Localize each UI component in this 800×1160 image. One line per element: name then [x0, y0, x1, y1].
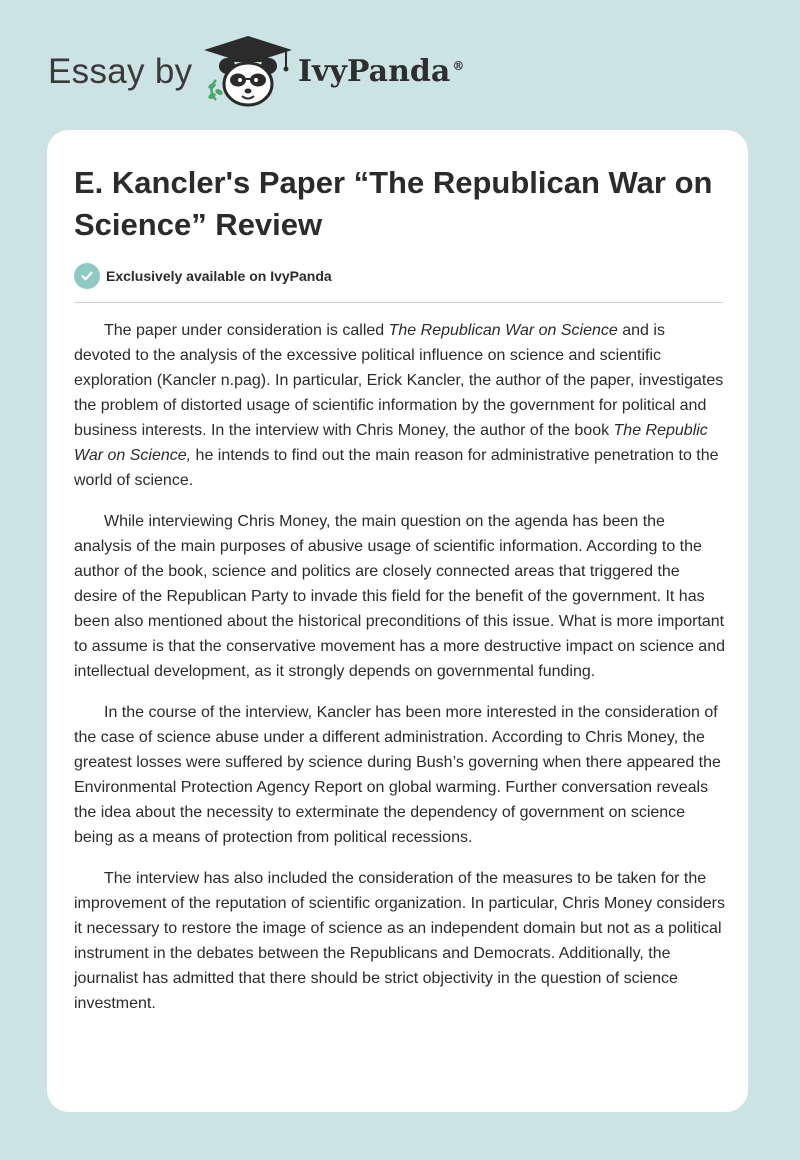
- article-card: [47, 130, 748, 1112]
- paragraph-text: While interviewing Chris Money, the main question on the agenda has been the analysis of the main purposes of abusive usage of scientific information. According to the author of the book, science and politics are closely connected areas that triggered the desire of the Republican Party to invade this field for the benefit of the government. It has been also mentioned about the historical preconditions of this issue. What is more important to assume is that the conservative movement has a more destructive impact on science and intellectual development, as it strongly depends on governmental funding.: [74, 513, 725, 680]
- registered-mark: ®: [452, 59, 465, 73]
- paragraph-text: he intends to find out the main reason for administrative penetration to the world of science.: [74, 447, 719, 489]
- brand-prefix: Essay by: [48, 52, 193, 91]
- paragraph-text: The paper under consideration is called: [104, 322, 389, 339]
- panda-graduate-icon: [202, 34, 294, 110]
- exclusive-label: Exclusively available on IvyPanda: [106, 268, 332, 284]
- article-paragraph: [74, 509, 726, 684]
- divider: [74, 302, 723, 303]
- italic-title: The Republic War on Science,: [74, 422, 708, 464]
- article-paragraph: [74, 700, 726, 850]
- paragraph-text: In the course of the interview, Kancler has been more interested in the consideration of the case of science abuse under a different administration. According to Chris Money, the greatest losses were suffered by science during Bush’s governing when there appeared the Environmental Protection Agency Report on global warming. Further conversation reveals the idea about the necessity to exterminate the dependency of government on science being as a means of protection from political recessions.: [74, 704, 721, 846]
- italic-title: The Republican War on Science: [388, 322, 618, 339]
- article-paragraph: [74, 866, 726, 1016]
- article-title: E. Kancler's Paper “The Republican War on Science” Review: [74, 165, 713, 242]
- brand-name: [298, 54, 464, 89]
- paragraph-text: and is devoted to the analysis of the excessive political influence on science and scientific exploration (Kancler n.pag). In particular, Erick Kancler, the author of the paper, investigates the problem of distorted usage of scientific information by the government for political and business interests. In the interview with Chris Money, the author of the book: [74, 322, 724, 439]
- brand-name-text: IvyPanda: [298, 54, 451, 89]
- exclusive-badge: [74, 262, 332, 290]
- paragraph-text: The interview has also included the consideration of the measures to be taken for the improvement of the reputation of scientific organization. In particular, Chris Money considers it necessary to restore the image of science as an independent domain but not as a political instrument in the debates between the Republicans and Democrats. Additionally, the journalist has admitted that there should be strict objectivity in the question of science investment.: [74, 870, 725, 1012]
- article-paragraph: [74, 318, 726, 493]
- site-logo[interactable]: [48, 34, 488, 110]
- check-icon: [74, 263, 100, 289]
- article-body: [74, 318, 726, 1032]
